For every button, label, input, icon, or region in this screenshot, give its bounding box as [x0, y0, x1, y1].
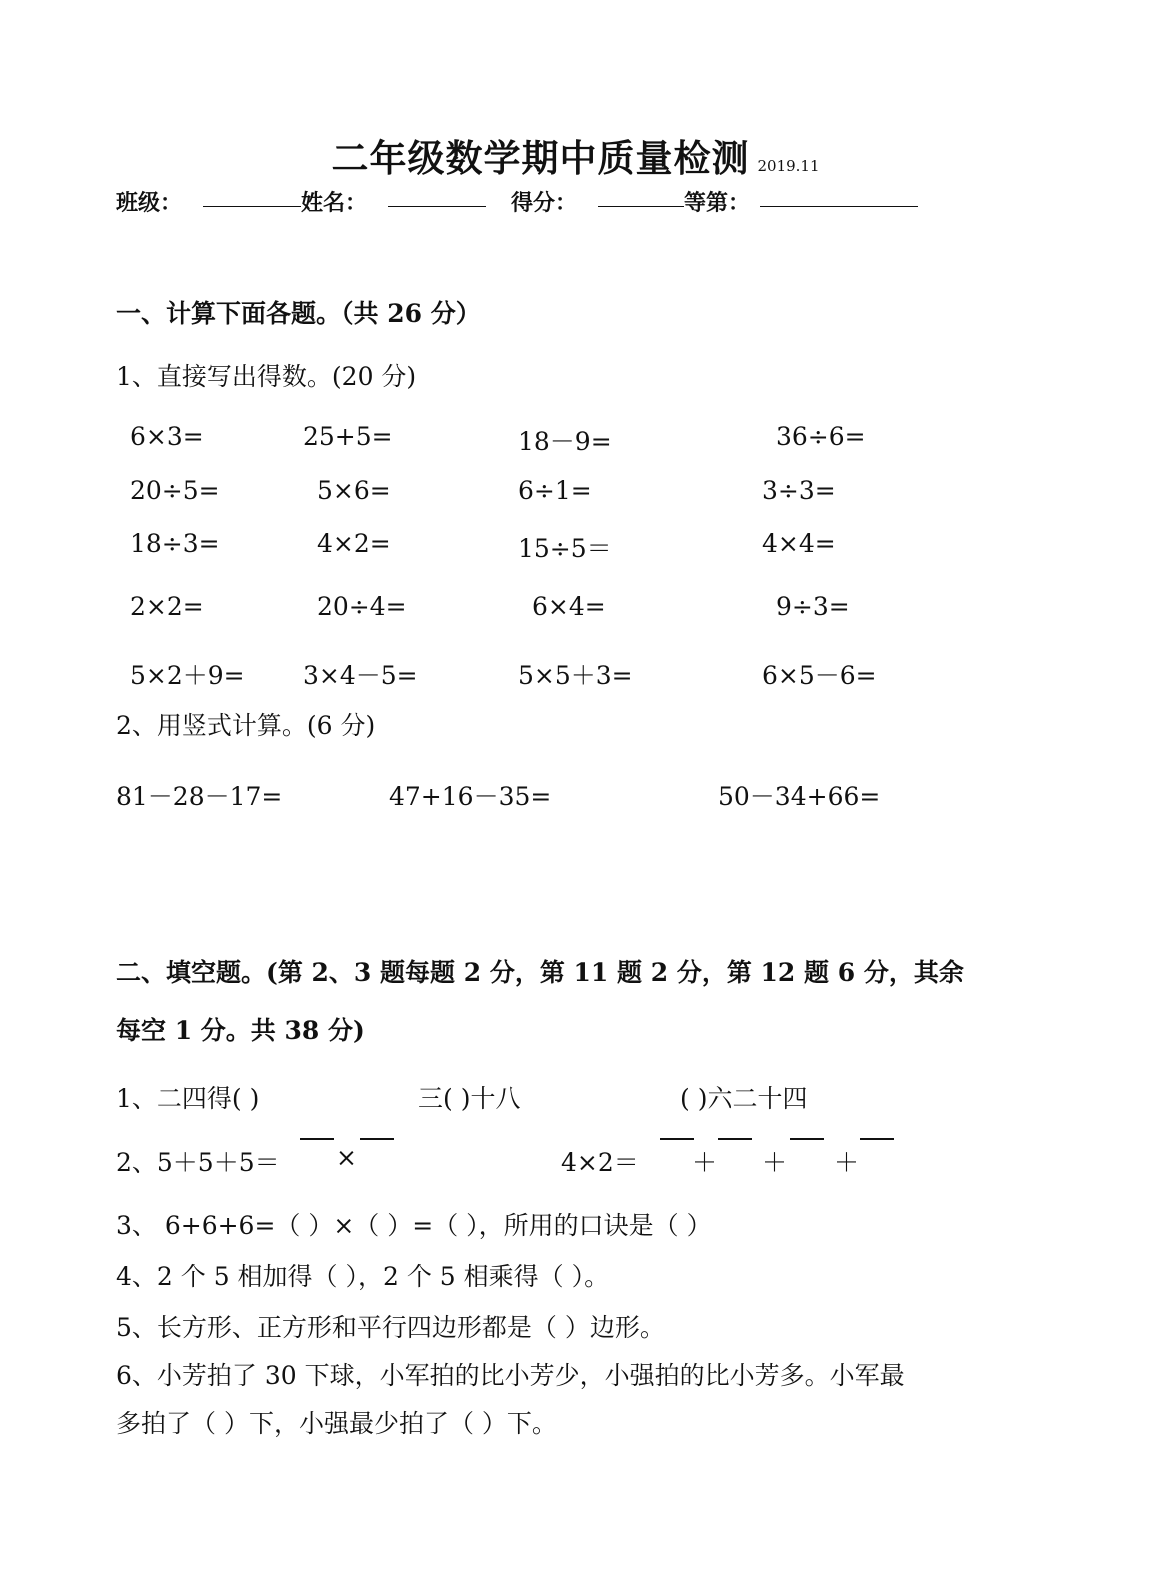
section2-heading-line2: 每空 1 分。共 38 分): [116, 1016, 365, 1045]
fill-q1-part: 1、二四得( ): [116, 1084, 260, 1113]
vertical-item: 50－34+66=: [718, 782, 881, 811]
oral-item: 2×2=: [130, 592, 204, 621]
fill-q6-line2: 多拍了（ ）下，小强最少拍了（ ）下。: [116, 1409, 557, 1438]
oral-item: 20÷4=: [317, 592, 407, 621]
oral-item: 6×5－6=: [762, 661, 877, 690]
name-blank[interactable]: [388, 206, 486, 207]
plus-sign: ＋: [762, 1148, 788, 1177]
answer-blank[interactable]: [360, 1138, 394, 1140]
oral-item: 9÷3=: [776, 592, 850, 621]
fill-q2-left: 2、5＋5＋5＝: [116, 1148, 280, 1177]
oral-item: 4×2=: [317, 529, 391, 558]
q2-title: 2、用竖式计算。(6 分): [116, 711, 376, 740]
plus-sign: ＋: [692, 1148, 718, 1177]
oral-item: 3÷3=: [762, 476, 836, 505]
answer-blank[interactable]: [300, 1138, 334, 1140]
oral-item: 36÷6=: [776, 422, 866, 451]
fill-q5: 5、长方形、正方形和平行四边形都是（ ）边形。: [116, 1313, 665, 1342]
q1-title: 1、直接写出得数。(20 分): [116, 362, 417, 391]
answer-blank[interactable]: [790, 1138, 824, 1140]
oral-item: 15÷5＝: [518, 534, 612, 563]
fill-q4: 4、2 个 5 相加得（ ），2 个 5 相乘得（ ）。: [116, 1262, 610, 1291]
oral-item: 4×4=: [762, 529, 836, 558]
section1-heading: 一、计算下面各题。（共 26 分）: [116, 299, 481, 328]
fill-q1-part: ( )六二十四: [680, 1084, 808, 1113]
oral-item: 5×2＋9=: [130, 661, 245, 690]
oral-item: 18－9=: [518, 427, 612, 456]
oral-item: 6×3=: [130, 422, 204, 451]
oral-item: 5×5＋3=: [518, 661, 633, 690]
oral-item: 20÷5=: [130, 476, 220, 505]
vertical-item: 81－28－17=: [116, 782, 283, 811]
fill-q3: 3、 6+6+6=（ ）×（ ）=（ ），所用的口诀是（ ）: [116, 1211, 712, 1240]
fill-q2-right: 4×2＝: [561, 1148, 639, 1177]
section2-heading-line1: 二、填空题。(第 2、3 题每题 2 分，第 11 题 2 分，第 12 题 6 分，其余: [116, 958, 964, 987]
vertical-item: 47+16－35=: [389, 782, 552, 811]
oral-item: 6×4=: [532, 592, 606, 621]
grade-blank[interactable]: [760, 206, 918, 207]
plus-sign: ＋: [834, 1148, 860, 1177]
answer-blank[interactable]: [860, 1138, 894, 1140]
oral-item: 25+5=: [303, 422, 393, 451]
oral-item: 6÷1=: [518, 476, 592, 505]
times-sign: ×: [336, 1143, 357, 1172]
class-blank[interactable]: [203, 206, 301, 207]
page-title: [0, 128, 1151, 182]
oral-item: 18÷3=: [130, 529, 220, 558]
oral-item: 5×6=: [317, 476, 391, 505]
name-label: 姓名：: [301, 190, 368, 216]
score-label: 得分：: [511, 190, 578, 216]
fill-q1-part: 三( )十八: [418, 1084, 521, 1113]
exam-date: 2019.11: [757, 157, 820, 175]
score-blank[interactable]: [598, 206, 684, 207]
answer-blank[interactable]: [718, 1138, 752, 1140]
fill-q6-line1: 6、小芳拍了 30 下球，小军拍的比小芳少，小强拍的比小芳多。小军最: [116, 1361, 905, 1390]
title-text: 二年级数学期中质量检测: [331, 136, 750, 180]
answer-blank[interactable]: [660, 1138, 694, 1140]
grade-label: 等第：: [684, 190, 751, 216]
oral-item: 3×4－5=: [303, 661, 418, 690]
class-label: 班级：: [116, 190, 183, 216]
